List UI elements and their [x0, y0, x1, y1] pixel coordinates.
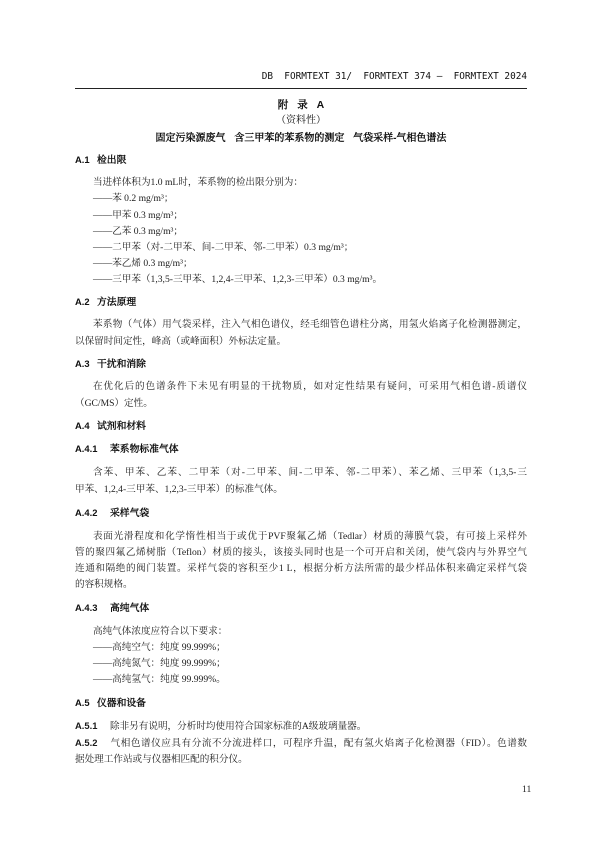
list-item: ——高纯氢气：纯度 99.999%。 — [93, 674, 226, 685]
paragraph-line: 在优化后的色谱条件下未见有明显的干扰物质，如对定性结果有疑问，可采用气相色谱-质谱仪 — [93, 381, 527, 392]
clause-a5-2 — [75, 736, 527, 751]
paragraph-line: 苯系物（气体）用气袋采样，注入气相色谱仪，经毛细管色谱柱分离，用氢火焰离子化检测器测定， — [93, 319, 527, 330]
appendix-nature: （资料性） — [276, 115, 326, 126]
section-number: A.5 — [75, 697, 90, 708]
section-heading-a4 — [75, 419, 146, 434]
section-title: 方法原理 — [97, 297, 137, 308]
clause-a5-1 — [75, 719, 527, 734]
appendix-label: 附 录 A — [277, 99, 325, 111]
section-title: 高纯气体 — [110, 603, 150, 614]
list-item: ——乙苯 0.3 mg/m³； — [93, 226, 184, 237]
section-number: A.2 — [75, 296, 90, 307]
list-item: ——甲苯 0.3 mg/m³； — [93, 210, 184, 221]
section-heading-a4-3 — [75, 601, 149, 616]
section-number: A.1 — [75, 154, 90, 165]
paragraph-line: 高纯气体浓度应符合以下要求： — [93, 626, 228, 637]
paragraph-line: 当进样体积为1.0 mL时，苯系物的检出限分别为： — [93, 177, 303, 188]
section-title: 仪器和设备 — [97, 698, 146, 709]
paragraph-line: 以保留时间定性，峰高（或峰面积）外标法定量。 — [75, 336, 287, 347]
page-number: 11 — [522, 784, 532, 795]
list-item: ——三甲苯（1,3,5-三甲苯、1,2,4-三甲苯、1,2,3-三甲苯）0.3 mg/m³。 — [93, 274, 383, 285]
clause-text: 气相色谱仪应具有分流不分流进样口，可程序升温，配有氢火焰离子化检测器（FID）。色谱数 — [110, 738, 527, 749]
section-number: A.4.1 — [75, 443, 98, 454]
paragraph-line: 的容积规格。 — [75, 579, 133, 590]
list-item: ——高纯氮气：纯度 99.999%； — [93, 658, 226, 669]
list-item: ——二甲苯（对-二甲苯、间-二甲苯、邻-二甲苯）0.3 mg/m³； — [93, 242, 354, 253]
section-heading-a4-1 — [75, 442, 179, 457]
paragraph-line: 连通和隔绝的阀门装置。采样气袋的容积至少1 L，根据分析方法所需的最少样品体积来确定采样气袋 — [75, 563, 527, 574]
paragraph-line: （GC/MS）定性。 — [75, 398, 153, 409]
section-title: 检出限 — [97, 155, 127, 166]
section-number: A.3 — [75, 358, 90, 369]
section-title: 试剂和材料 — [97, 421, 146, 432]
paragraph-line: 据处理工作站或与仪器相匹配的积分仪。 — [75, 754, 248, 765]
section-title: 干扰和消除 — [97, 359, 146, 370]
paragraph-line: 含苯、甲苯、乙苯、二甲苯（对-二甲苯、间-二甲苯、邻-二甲苯）、苯乙烯、三甲苯（1,3,5-三 — [93, 467, 527, 478]
section-title: 采样气袋 — [110, 508, 150, 519]
clause-text: 除非另有说明，分析时均使用符合国家标准的A级玻璃量器。 — [110, 721, 367, 732]
paragraph-line: 表面光滑程度和化学惰性相当于或优于PVF聚氟乙烯（Tedlar）材质的薄膜气袋，有可接上采样外 — [93, 531, 527, 542]
clause-number: A.5.1 — [75, 720, 98, 731]
header-rule — [75, 88, 527, 89]
list-item: ——高纯空气：纯度 99.999%； — [93, 642, 226, 653]
section-number: A.4.2 — [75, 507, 98, 518]
section-number: A.4 — [75, 420, 90, 431]
section-heading-a3 — [75, 357, 146, 372]
section-title: 苯系物标准气体 — [110, 444, 179, 455]
section-heading-a1 — [75, 153, 126, 168]
section-heading-a5 — [75, 696, 146, 711]
section-heading-a4-2 — [75, 506, 149, 521]
section-heading-a2 — [75, 295, 136, 310]
list-item: ——苯乙烯 0.3 mg/m³； — [93, 258, 193, 269]
paragraph-line: 甲苯、1,2,4-三甲苯、1,2,3-三甲苯）的标准气体。 — [75, 484, 283, 495]
clause-number: A.5.2 — [75, 737, 98, 748]
list-item: ——苯 0.2 mg/m³； — [93, 193, 174, 204]
paragraph-line: 管的聚四氟乙烯树脂（Teflon）材质的接头，该接头同时也是一个可开启和关闭，使气袋内与外界空气 — [75, 547, 527, 558]
section-number: A.4.3 — [75, 602, 98, 613]
running-header: DB FORMTEXT 31/ FORMTEXT 374 — FORMTEXT 2024 — [261, 71, 527, 82]
appendix-title: 固定污染源废气 含三甲苯的苯系物的测定 气袋采样-气相色谱法 — [155, 133, 447, 144]
